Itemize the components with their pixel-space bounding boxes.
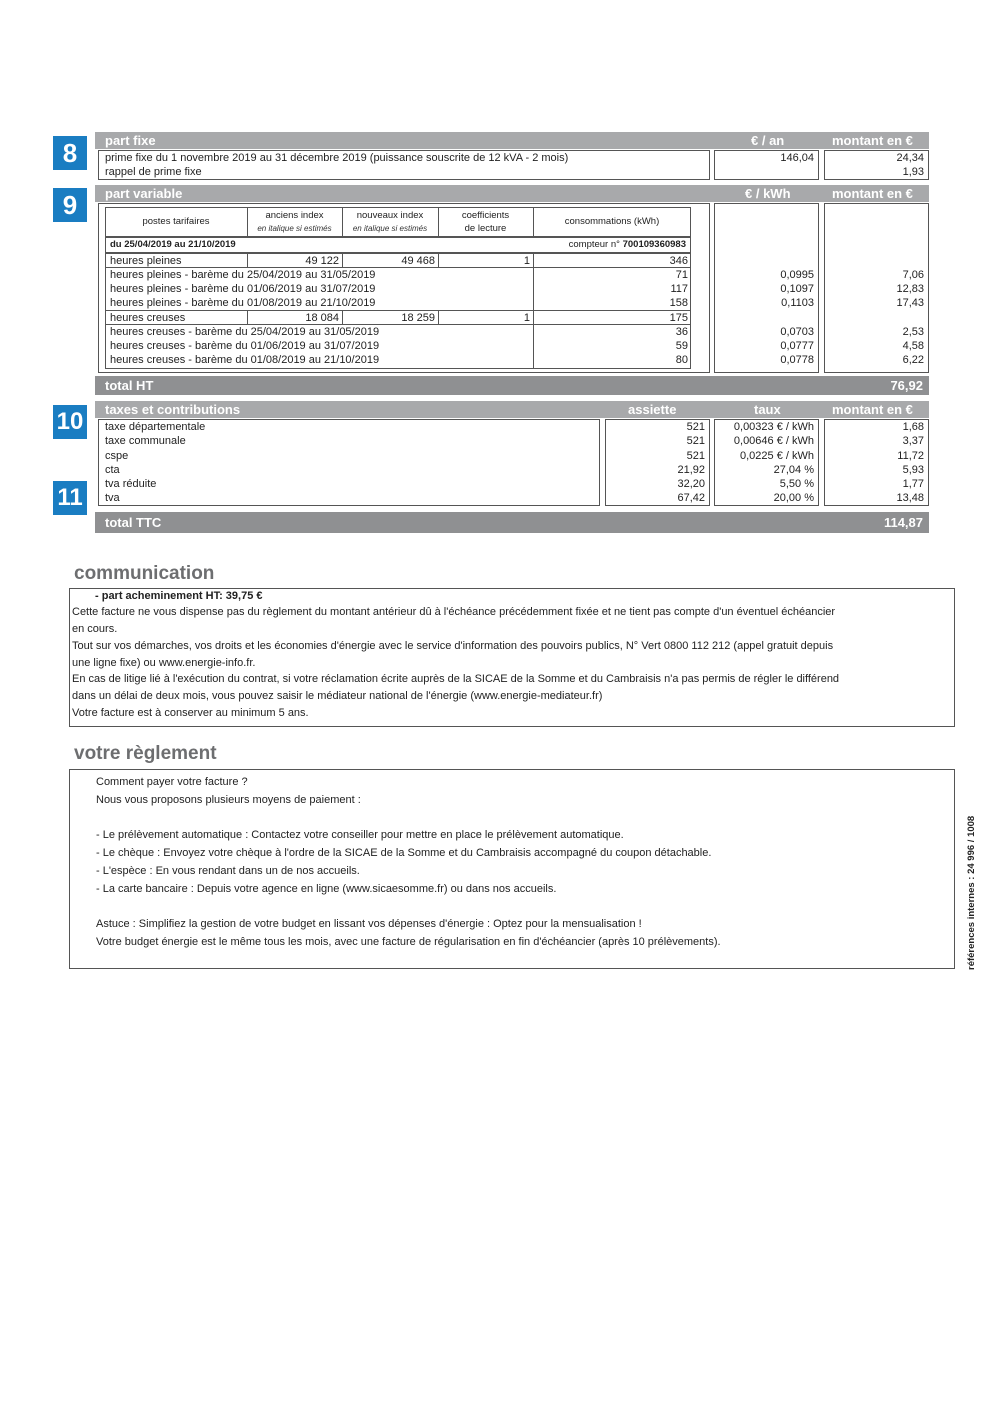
tax-row-rate: 5,50 % bbox=[779, 478, 814, 490]
part-fixe-row-amount: 24,34 bbox=[896, 152, 924, 164]
tax-row-base: 521 bbox=[686, 450, 705, 462]
reglement-line: - La carte bancaire : Depuis votre agence en ligne (www.sicaesomme.fr) ou dans nos accueils. bbox=[96, 883, 557, 895]
pv-row-conso: 175 bbox=[669, 312, 688, 324]
tax-row-rate: 20,00 % bbox=[773, 492, 814, 504]
tax-row-amount: 1,77 bbox=[902, 478, 924, 490]
tax-row-base: 32,20 bbox=[677, 478, 705, 490]
section-badge-8: 8 bbox=[53, 136, 87, 170]
pv-row-amount: 4,58 bbox=[902, 340, 924, 352]
reglement-title: votre règlement bbox=[74, 743, 217, 764]
pv-row-rate: 0,0777 bbox=[780, 340, 814, 352]
pv-row-amount: 17,43 bbox=[896, 297, 924, 309]
internal-references: références internes : 24 996 / 1008 bbox=[966, 815, 977, 970]
pv-row-ancien: 18 084 bbox=[305, 312, 339, 324]
total-ttc-label: total TTC bbox=[105, 515, 162, 530]
communication-headline: - part acheminement HT: 39,75 € bbox=[95, 590, 263, 602]
compteur-label: compteur n° bbox=[568, 239, 620, 250]
communication-line: en cours. bbox=[72, 623, 118, 635]
part-variable-title: part variable bbox=[105, 186, 183, 201]
tax-row-label: taxe départementale bbox=[105, 421, 206, 433]
taxes-header bbox=[95, 401, 929, 418]
communication-line: dans un délai de deux mois, vous pouvez saisir le médiateur national de l'énergie (www.energie-mediateur.fr) bbox=[72, 690, 603, 702]
tax-row-label: cspe bbox=[105, 450, 129, 462]
pv-row-label: heures creuses bbox=[110, 312, 186, 324]
tax-row-rate: 27,04 % bbox=[773, 464, 814, 476]
taxes-col-amount: montant en € bbox=[832, 402, 913, 417]
pv-row-label: heures creuses - barème du 01/08/2019 au 21/10/2019 bbox=[110, 354, 380, 366]
pv-row-conso: 117 bbox=[670, 283, 688, 295]
tax-row-base: 67,42 bbox=[677, 492, 705, 504]
pv-row-rate: 0,1103 bbox=[781, 297, 814, 309]
pv-row-label: heures pleines - barème du 25/04/2019 au 31/05/2019 bbox=[110, 269, 376, 281]
part-variable-header bbox=[95, 185, 929, 202]
col-anciens: anciens index bbox=[265, 210, 324, 221]
part-fixe-col-amount: montant en € bbox=[832, 133, 913, 148]
part-variable-col-amount: montant en € bbox=[832, 186, 913, 201]
part-fixe-row-label: rappel de prime fixe bbox=[105, 166, 202, 178]
tax-row-amount: 1,68 bbox=[902, 421, 924, 433]
col-nouveaux-sub: en italique si estimés bbox=[352, 224, 428, 233]
pv-row-conso: 158 bbox=[669, 297, 688, 309]
part-fixe-col-rate: € / an bbox=[751, 133, 785, 148]
tax-row-amount: 11,72 bbox=[897, 450, 924, 462]
total-ht-bar bbox=[95, 376, 929, 395]
taxes-col-base: assiette bbox=[628, 402, 677, 417]
col-coef: coefficients bbox=[461, 210, 510, 221]
pv-row-nouveau: 18 259 bbox=[401, 312, 435, 324]
pv-row-rate: 0,0778 bbox=[780, 354, 814, 366]
tax-row-label: tva bbox=[105, 492, 120, 504]
tax-row-base: 521 bbox=[686, 435, 705, 447]
pv-row-label: heures creuses - barème du 25/04/2019 au 31/05/2019 bbox=[110, 326, 380, 338]
part-fixe-row-label: prime fixe du 1 novembre 2019 au 31 décembre 2019 (puissance souscrite de 12 kVA - 2 mois) bbox=[105, 152, 569, 164]
pv-row-amount: 7,06 bbox=[902, 269, 924, 281]
pv-row-amount: 12,83 bbox=[896, 283, 924, 295]
section-badge-11: 11 bbox=[53, 481, 87, 515]
pv-row-label: heures pleines - barème du 01/08/2019 au 21/10/2019 bbox=[110, 297, 376, 309]
pv-row-label: heures pleines bbox=[110, 255, 182, 267]
taxes-col-rate: taux bbox=[754, 402, 781, 417]
section-badge-10: 10 bbox=[53, 405, 87, 439]
pv-row-amount: 2,53 bbox=[902, 326, 924, 338]
communication-title: communication bbox=[74, 563, 215, 584]
pv-row-rate: 0,0995 bbox=[780, 269, 814, 281]
reglement-line: - L'espèce : En vous rendant dans un de nos accueils. bbox=[96, 865, 360, 877]
pv-row-ancien: 49 122 bbox=[305, 255, 339, 267]
communication-line: une ligne fixe) ou www.energie-info.fr. bbox=[72, 657, 256, 669]
communication-line: Tout sur vos démarches, vos droits et les économies d'énergie avec le service d'information des pouvoirs publics, N° Vert 0800 112 212 (appel gratuit depuis bbox=[72, 640, 834, 652]
pv-row-label: heures pleines - barème du 01/06/2019 au 31/07/2019 bbox=[110, 283, 376, 295]
tax-row-amount: 13,48 bbox=[896, 492, 924, 504]
tax-row-amount: 5,93 bbox=[902, 464, 924, 476]
pv-row-coef: 1 bbox=[523, 312, 530, 324]
reglement-line: Astuce : Simplifiez la gestion de votre budget en lissant vos dépenses d'énergie : Optez pour la mensualisation ! bbox=[96, 918, 642, 930]
col-postes: postes tarifaires bbox=[142, 216, 210, 227]
pv-row-nouveau: 49 468 bbox=[401, 255, 435, 267]
total-ttc-value: 114,87 bbox=[883, 515, 923, 530]
reglement-line: Votre budget énergie est le même tous les mois, avec une facture de régularisation en fin d'échéancier (après 10 prélèvements). bbox=[96, 936, 721, 948]
pv-row-coef: 1 bbox=[523, 255, 530, 267]
communication-line: Votre facture est à conserver au minimum 5 ans. bbox=[72, 707, 309, 719]
pv-row-rate: 0,1097 bbox=[780, 283, 814, 295]
pv-row-conso: 80 bbox=[675, 354, 688, 366]
tax-row-base: 521 bbox=[686, 421, 705, 433]
total-ht-label: total HT bbox=[105, 378, 154, 393]
col-conso: consommations (kWh) bbox=[564, 216, 660, 227]
communication-line: En cas de litige lié à l'exécution du contrat, si votre réclamation écrite auprès de la SICAE de la Somme et du Cambraisis n'a pas permis de régler le différend bbox=[72, 673, 840, 685]
section-badge-9: 9 bbox=[53, 188, 87, 222]
tax-row-label: tva réduite bbox=[105, 478, 157, 490]
pv-row-rate: 0,0703 bbox=[780, 326, 814, 338]
part-fixe-row-rate: 146,04 bbox=[780, 152, 814, 164]
col-coef-2: de lecture bbox=[464, 223, 507, 234]
compteur-wrap bbox=[533, 238, 686, 252]
pv-row-label: heures creuses - barème du 01/06/2019 au 31/07/2019 bbox=[110, 340, 380, 352]
part-fixe-row-amount: 1,93 bbox=[902, 166, 924, 178]
pv-row-conso: 59 bbox=[675, 340, 688, 352]
pv-row-conso: 71 bbox=[675, 269, 688, 281]
col-nouveaux: nouveaux index bbox=[356, 210, 424, 221]
tax-row-rate: 0,0225 € / kWh bbox=[740, 450, 814, 462]
tax-row-rate: 0,00323 € / kWh bbox=[733, 421, 814, 433]
reglement-line: Nous vous proposons plusieurs moyens de paiement : bbox=[96, 794, 361, 806]
col-anciens-sub: en italique si estimés bbox=[257, 224, 332, 233]
taxes-title: taxes et contributions bbox=[105, 402, 241, 417]
communication-line: Cette facture ne vous dispense pas du règlement du montant antérieur dû à l'échéance précédemment fixée et ne tient pas compte d'un éventuel échéancier bbox=[72, 606, 836, 618]
tax-row-label: cta bbox=[105, 464, 120, 476]
pv-row-conso: 36 bbox=[675, 326, 688, 338]
reglement-line: Comment payer votre facture ? bbox=[96, 776, 248, 788]
reglement-line: - Le prélèvement automatique : Contactez votre conseiller pour mettre en place le prélèvement automatique. bbox=[96, 829, 624, 841]
tax-row-label: taxe communale bbox=[105, 435, 186, 447]
reglement-line: - Le chèque : Envoyez votre chèque à l'ordre de la SICAE de la Somme et du Cambraisis accompagné du coupon détachable. bbox=[96, 847, 712, 859]
tax-row-base: 21,92 bbox=[677, 464, 705, 476]
part-fixe-title: part fixe bbox=[105, 133, 156, 148]
part-fixe-header bbox=[95, 132, 929, 149]
pv-row-conso: 346 bbox=[669, 255, 688, 267]
pv-row-amount: 6,22 bbox=[902, 354, 924, 366]
tax-row-amount: 3,37 bbox=[902, 435, 924, 447]
compteur-number: 700109360983 bbox=[622, 239, 686, 250]
total-ht-value: 76,92 bbox=[890, 378, 923, 393]
tax-row-rate: 0,00646 € / kWh bbox=[733, 435, 814, 447]
part-variable-col-rate: € / kWh bbox=[745, 186, 791, 201]
total-ttc-bar bbox=[95, 512, 929, 533]
period-label: du 25/04/2019 au 21/10/2019 bbox=[110, 239, 236, 250]
